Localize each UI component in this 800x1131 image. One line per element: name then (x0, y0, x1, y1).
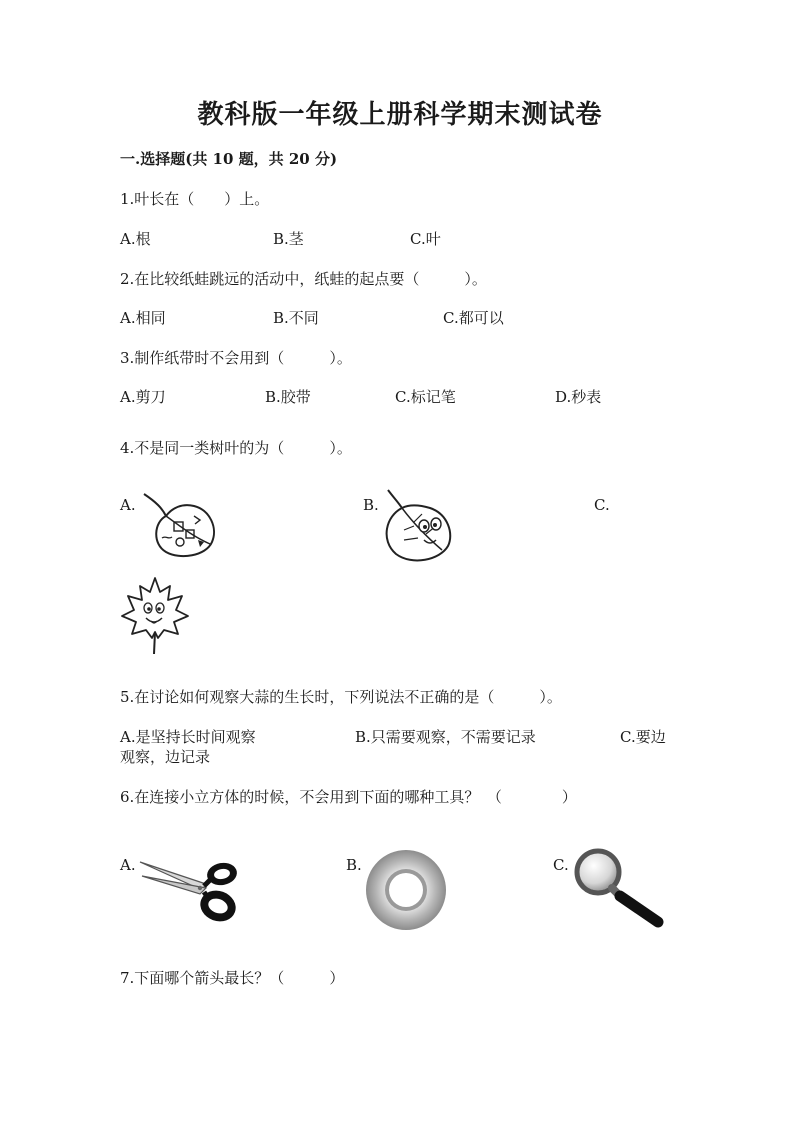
leaf-with-face-icon (378, 486, 458, 566)
q1-option-c[interactable]: C.叶 (410, 230, 441, 248)
q6-option-c[interactable]: C. (553, 856, 569, 874)
q2-option-b[interactable]: B.不同 (273, 309, 319, 327)
section-heading: 一.选择题(共 10 题，共 20 分) (120, 150, 338, 168)
q5-option-a[interactable]: A.是坚持长时间观察 (120, 728, 256, 746)
question-1: 1.叶长在（ ）上。 (120, 190, 270, 208)
q2-option-c[interactable]: C.都可以 (443, 309, 504, 327)
q6-option-a[interactable]: A. (120, 856, 136, 874)
tape-roll-icon (364, 848, 448, 932)
q3-option-d[interactable]: D.秒表 (555, 388, 602, 406)
q5-option-b[interactable]: B.只需要观察，不需要记录 (355, 728, 536, 746)
maple-leaf-with-face-icon (118, 574, 192, 656)
q4-option-b[interactable]: B. (363, 496, 379, 514)
q4-option-c[interactable]: C. (594, 496, 610, 514)
q3-option-b[interactable]: B.胶带 (265, 388, 311, 406)
leaf-with-spots-icon (136, 486, 222, 566)
q4-option-a[interactable]: A. (120, 496, 136, 514)
question-5: 5.在讨论如何观察大蒜的生长时，下列说法不正确的是（ ）。 (120, 688, 562, 706)
q2-option-a[interactable]: A.相同 (120, 309, 166, 327)
page-title: 教科版一年级上册科学期末测试卷 (197, 100, 603, 130)
question-7: 7.下面哪个箭头最长？（ ） (120, 969, 345, 987)
q1-option-a[interactable]: A.根 (120, 230, 151, 248)
question-6: 6.在连接小立方体的时候，不会用到下面的哪种工具？ （ ） (120, 788, 577, 806)
q6-option-b[interactable]: B. (346, 856, 362, 874)
q3-option-c[interactable]: C.标记笔 (395, 388, 456, 406)
q5-option-c[interactable]: C.要边 (620, 728, 666, 746)
q1-option-b[interactable]: B.茎 (273, 230, 304, 248)
magnifying-glass-icon (570, 848, 666, 928)
q5-option-c-continued[interactable]: 观察，边记录 (120, 748, 211, 766)
question-2: 2.在比较纸蛙跳远的活动中，纸蛙的起点要（ ）。 (120, 270, 487, 288)
question-3: 3.制作纸带时不会用到（ ）。 (120, 349, 352, 367)
scissors-icon (136, 848, 244, 926)
question-4: 4.不是同一类树叶的为（ ）。 (120, 439, 352, 457)
q3-option-a[interactable]: A.剪刀 (120, 388, 166, 406)
